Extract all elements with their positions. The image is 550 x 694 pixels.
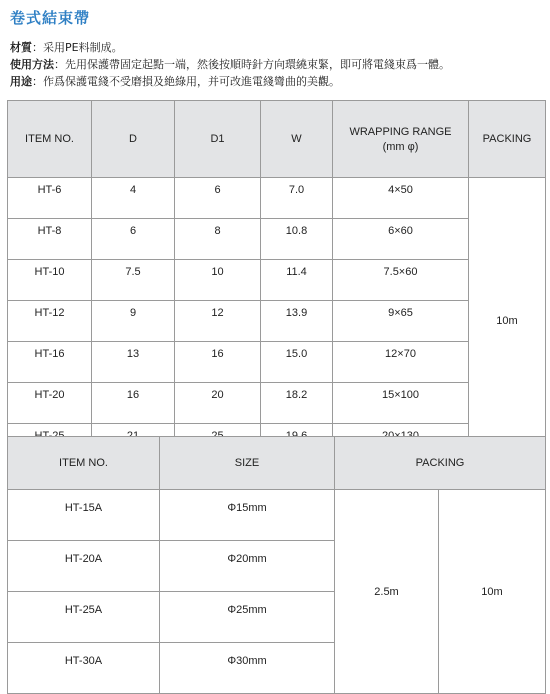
- table-row: [8, 301, 546, 342]
- header-d: D: [92, 101, 175, 178]
- cell-d1: 16: [175, 342, 261, 383]
- table-row: [8, 178, 546, 219]
- cell-w: 18.2: [261, 383, 333, 424]
- table-row: [8, 219, 546, 260]
- usage-text: ：先用保護帶固定起點一端，然後按順時針方向環繞束緊，即可將電綫束爲一體。: [54, 58, 450, 71]
- cell-packing-total: 10m: [439, 490, 546, 694]
- cell-d1: 6: [175, 178, 261, 219]
- usage-line: [10, 58, 450, 72]
- cell-wrapping-range: 6×60: [333, 219, 469, 260]
- size-table: [7, 436, 546, 694]
- cell-item-no: HT-30A: [8, 643, 160, 694]
- cell-item-no: HT-10: [8, 260, 92, 301]
- cell-d1: 12: [175, 301, 261, 342]
- usage-label: 使用方法: [10, 58, 54, 71]
- table-row: [8, 490, 546, 541]
- cell-wrapping-range: 12×70: [333, 342, 469, 383]
- cell-packing-length: 2.5m: [335, 490, 439, 694]
- cell-d: 9: [92, 301, 175, 342]
- cell-size: Φ20mm: [160, 541, 335, 592]
- table-row: [8, 260, 546, 301]
- cell-item-no: HT-25A: [8, 592, 160, 643]
- cell-item-no: HT-20A: [8, 541, 160, 592]
- table-row: [8, 342, 546, 383]
- cell-size: Φ15mm: [160, 490, 335, 541]
- header-item-no: ITEM NO.: [8, 101, 92, 178]
- header-wrapping-range-unit: (mm φ): [382, 140, 419, 153]
- table-header-row: [8, 101, 546, 178]
- spec-table: [7, 100, 546, 465]
- material-text: ：采用PE料制成。: [32, 41, 123, 54]
- header-d1: D1: [175, 101, 261, 178]
- cell-d: 6: [92, 219, 175, 260]
- cell-d1: 20: [175, 383, 261, 424]
- table-row: [8, 383, 546, 424]
- cell-w: 10.8: [261, 219, 333, 260]
- material-line: [10, 41, 123, 55]
- cell-size: Φ25mm: [160, 592, 335, 643]
- cell-packing: 10m: [469, 178, 546, 465]
- cell-item-no: HT-6: [8, 178, 92, 219]
- cell-item-no: HT-15A: [8, 490, 160, 541]
- cell-item-no: HT-12: [8, 301, 92, 342]
- cell-w: 7.0: [261, 178, 333, 219]
- cell-w: 11.4: [261, 260, 333, 301]
- cell-d: 16: [92, 383, 175, 424]
- header-size: SIZE: [160, 437, 335, 490]
- cell-d: 13: [92, 342, 175, 383]
- cell-size: Φ30mm: [160, 643, 335, 694]
- cell-item-no: HT-16: [8, 342, 92, 383]
- cell-wrapping-range: 7.5×60: [333, 260, 469, 301]
- cell-wrapping-range: 15×100: [333, 383, 469, 424]
- purpose-label: 用途: [10, 75, 32, 88]
- header-packing: PACKING: [469, 101, 546, 178]
- header-wrapping-range-label: WRAPPING RANGE: [349, 125, 452, 138]
- cell-w: 13.9: [261, 301, 333, 342]
- header-wrapping-range: [333, 101, 469, 178]
- cell-wrapping-range: 4×50: [333, 178, 469, 219]
- header-item-no: ITEM NO.: [8, 437, 160, 490]
- header-packing: PACKING: [335, 437, 546, 490]
- table-header-row: [8, 437, 546, 490]
- cell-w: 15.0: [261, 342, 333, 383]
- cell-d1: 10: [175, 260, 261, 301]
- cell-d: 4: [92, 178, 175, 219]
- header-w: W: [261, 101, 333, 178]
- page-title: 卷式結束帶: [10, 9, 91, 27]
- cell-item-no: HT-8: [8, 219, 92, 260]
- material-label: 材質: [10, 41, 32, 54]
- purpose-text: ：作爲保護電綫不受磨損及絶綠用，并可改進電綫彎曲的美觀。: [32, 75, 340, 88]
- purpose-line: [10, 75, 340, 89]
- cell-wrapping-range: 9×65: [333, 301, 469, 342]
- cell-d1: 8: [175, 219, 261, 260]
- cell-d: 7.5: [92, 260, 175, 301]
- cell-item-no: HT-20: [8, 383, 92, 424]
